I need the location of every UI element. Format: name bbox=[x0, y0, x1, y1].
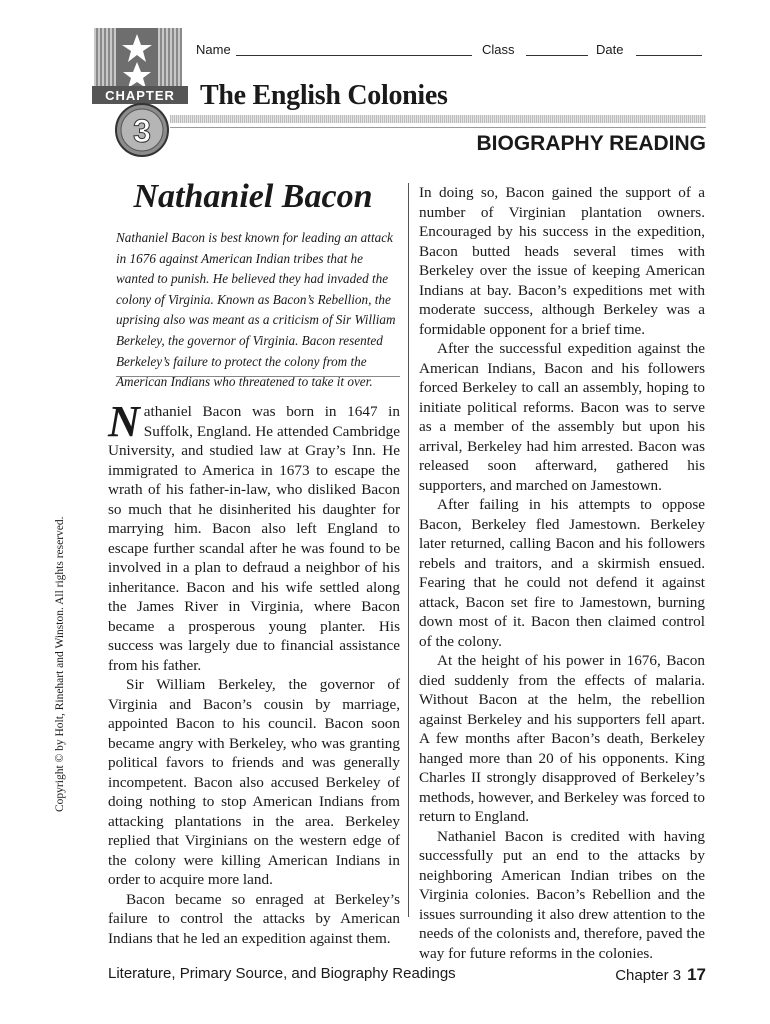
biography-name: Nathaniel Bacon bbox=[133, 178, 373, 215]
body-paragraph: Bacon became so enraged at Berkeley’s failure to control the attacks by American Indians that he led an expedition against them. bbox=[108, 890, 400, 947]
body-paragraph: Nathaniel Bacon was born in 1647 in Suffolk, England. He attended Cambridge University, and studied law at Gray’s Inn. He immigrated to America in 1673 to escape the wrath of his father-in-law, who disliked Bacon so much that he disinherited his daughter for marrying him. Bacon also left England to escape further scandal after he was found to be involved in a plan to defraud a neighbor of his inheritance. Bacon and his wife settled along the James River in Virginia, where Bacon became a prosperous young planter. His success was largely due to financial assistance from his father. bbox=[108, 397, 400, 674]
footer-chapter: Chapter 3 bbox=[615, 967, 682, 984]
student-info-row bbox=[196, 42, 706, 60]
body-paragraph: In doing so, Bacon gained the support of a number of Virginian plantation owners. Encouraged by his success in the expedition, Bacon butted heads several times with Berkeley over the issue of keeping American Indians at bay. Bacon’s expeditions met with moderate success, although Berkeley was a formidable opponent for a brief time. bbox=[419, 184, 705, 338]
name-label: Name bbox=[196, 42, 231, 57]
header-divider bbox=[170, 127, 706, 128]
footer-page bbox=[615, 965, 706, 985]
chapter-title: The English Colonies bbox=[200, 80, 448, 111]
name-line[interactable] bbox=[236, 55, 472, 56]
body-paragraph: At the height of his power in 1676, Bacon died suddenly from the effects of malaria. Without Bacon at the helm, the rebellion against Berkeley and his supporters fell apart. A few months after Bacon’s death, Berkeley hanged more than 20 of his opponents. King Charles II strongly disapproved of Berkeley’s methods, however, and Berkeley was forced to return to England. bbox=[419, 652, 705, 825]
class-line[interactable] bbox=[526, 55, 588, 56]
column-divider bbox=[408, 183, 409, 917]
header-band bbox=[170, 115, 706, 123]
body-paragraph: Nathaniel Bacon is credited with having successfully put an end to the attacks by neighboring American Indian tribes on the Virginia colonies. Bacon’s Rebellion and the issues surrounding it also drew attention to the needs of the colonists and, therefore, paved the way for future reforms in the colonies. bbox=[419, 827, 705, 962]
body-column-left bbox=[108, 397, 400, 948]
body-paragraph: After the successful expedition against the American Indians, Bacon and his followers forced Berkeley to call an assembly, hoping to initiate political reforms. Bacon was to serve as a member of the assembly but upon his arrival, Berkeley had him arrested. Bacon was released soon afterward, gathered his supporters, and marched on Jamestown. bbox=[419, 340, 705, 494]
date-line[interactable] bbox=[636, 55, 702, 56]
drop-cap: N bbox=[108, 397, 140, 446]
body-paragraph: After failing in his attempts to oppose Bacon, Berkeley fled Jamestown. Berkeley later returned, calling Bacon and his followers rebels and traitors, and a skirmish ensued. Fearing that he could not defend it against attack, Bacon set fire to Jamestown, burning down most of it. Bacon then claimed control of the colony. bbox=[419, 496, 705, 650]
date-label: Date bbox=[596, 42, 624, 57]
copyright-text: Copyright © by Holt, Rinehart and Winston. All rights reserved. bbox=[54, 516, 66, 812]
chapter-number: 3 bbox=[133, 113, 151, 149]
section-label: BIOGRAPHY READING bbox=[476, 132, 706, 155]
body-paragraph: Sir William Berkeley, the governor of Virginia and Bacon’s cousin by marriage, appointed Bacon to his council. Bacon soon became angry with Berkeley, who was granting political favors to friends and was generally incompetent. Bacon also accused Berkeley of doing nothing to stop American Indians from attacking plantations in the area. Berkeley replied that Virginians on the western edge of the colony were killing American Indians in order to acquire more land. bbox=[108, 676, 400, 888]
intro-divider bbox=[116, 376, 400, 377]
biography-intro: Nathaniel Bacon is best known for leading an attack in 1676 against American Indian tribes that he wanted to punish. He believed they had invaded the colony of Virginia. Known as Bacon’s Rebellion, the uprising also was meant as a criticism of Sir William Berkeley, the governor of Virginia. Bacon resented Berkeley’s failure to protect the colony from the American Indians who threatened to take it over. bbox=[116, 230, 396, 390]
footer-source: Literature, Primary Source, and Biography Readings bbox=[108, 965, 456, 982]
page-number: 17 bbox=[687, 965, 706, 984]
body-column-right bbox=[419, 183, 705, 963]
class-label: Class bbox=[482, 42, 515, 57]
chapter-label: CHAPTER bbox=[105, 88, 175, 103]
chapter-emblem bbox=[92, 28, 192, 160]
